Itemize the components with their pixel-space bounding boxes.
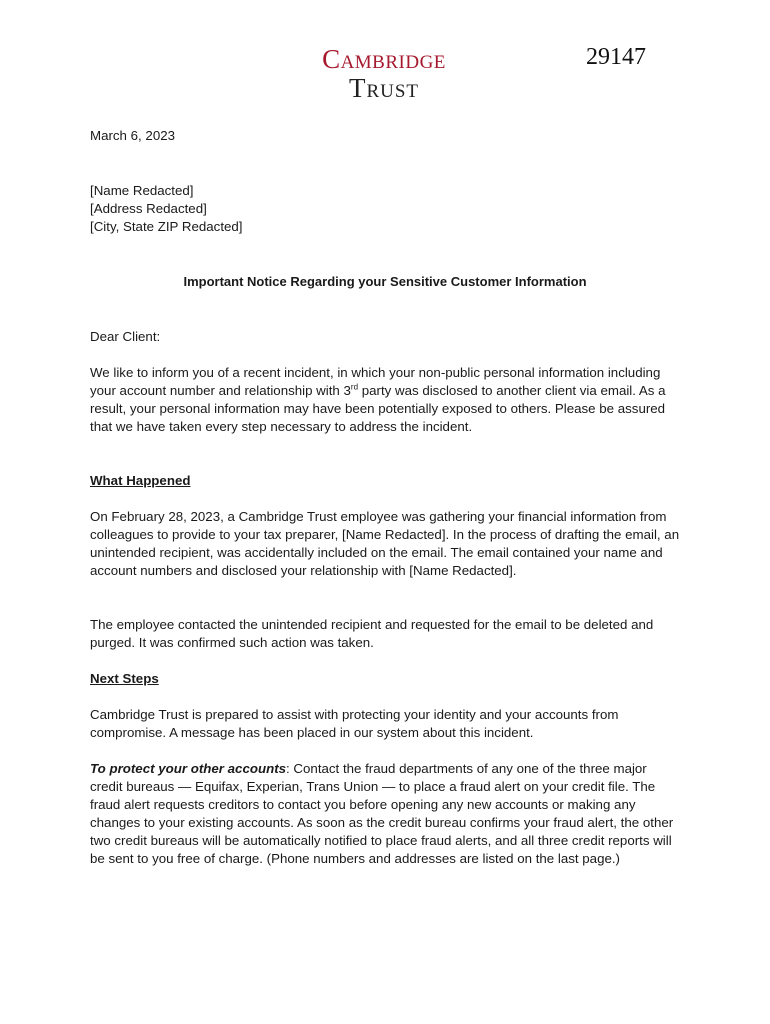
letter-subject: Important Notice Regarding your Sensitive Customer Information (183, 274, 587, 289)
next-steps-paragraph: Cambridge Trust is prepared to assist with protecting your identity and your accounts from compromise. A message has been placed in our system about this incident. (90, 707, 619, 740)
protect-accounts-body: : Contact the fraud departments of any one of the three major credit bureaus — Equifax, Experian, Trans Union — to place a fraud alert on your credit file. The fraud alert requests creditors to contact you before opening any new accounts or making any changes to your existing accounts. As soon as the credit bureau confirms your fraud alert, the other two credit bureaus will be automatically notified to place fraud alerts, and all three credit reports will be sent to you free of charge. (Phone numbers and addresses are listed on the last page.) (90, 761, 674, 866)
document-number: 29147 (586, 44, 646, 70)
protect-accounts-paragraph (90, 760, 680, 868)
what-happened-paragraph: On February 28, 2023, a Cambridge Trust employee was gathering your financial information from colleagues to provide to your tax preparer, [Name Redacted]. In the process of drafting the email, an unintended recipient, was accidentally included on the email. The email contained your name and account numbers and disclosed your relationship with [Name Redacted]. (90, 509, 680, 578)
heading-what-happened: What Happened (90, 473, 191, 488)
intro-paragraph (90, 364, 680, 436)
address-line-name: [Name Redacted] (90, 183, 194, 198)
action-taken-paragraph: The employee contacted the unintended recipient and requested for the email to be deleted and purged. It was confirmed such action was taken. (90, 617, 654, 650)
cambridge-trust-logo (296, 44, 472, 102)
logo-bottom-line: Trust (348, 73, 420, 103)
intro-text-b: party was disclosed to another client via email. As a result, your personal information may have been potentially exposed to others. Please be assured that we have taken every step necessary to address the incident. (90, 383, 666, 434)
address-line-city: [City, State ZIP Redacted] (90, 219, 243, 234)
letter-date: March 6, 2023 (90, 128, 176, 143)
protect-accounts-lead: To protect your other accounts (90, 761, 287, 776)
intro-superscript: rd (350, 382, 359, 392)
intro-text-a: We like to inform you of a recent incident, in which your non-public personal information including your account number and relationship with 3 (90, 365, 661, 398)
logo-top-line: Cambridge (322, 44, 446, 74)
address-line-street: [Address Redacted] (90, 201, 207, 216)
recipient-address (90, 182, 680, 236)
heading-next-steps: Next Steps (90, 671, 159, 686)
salutation: Dear Client: (90, 329, 161, 344)
